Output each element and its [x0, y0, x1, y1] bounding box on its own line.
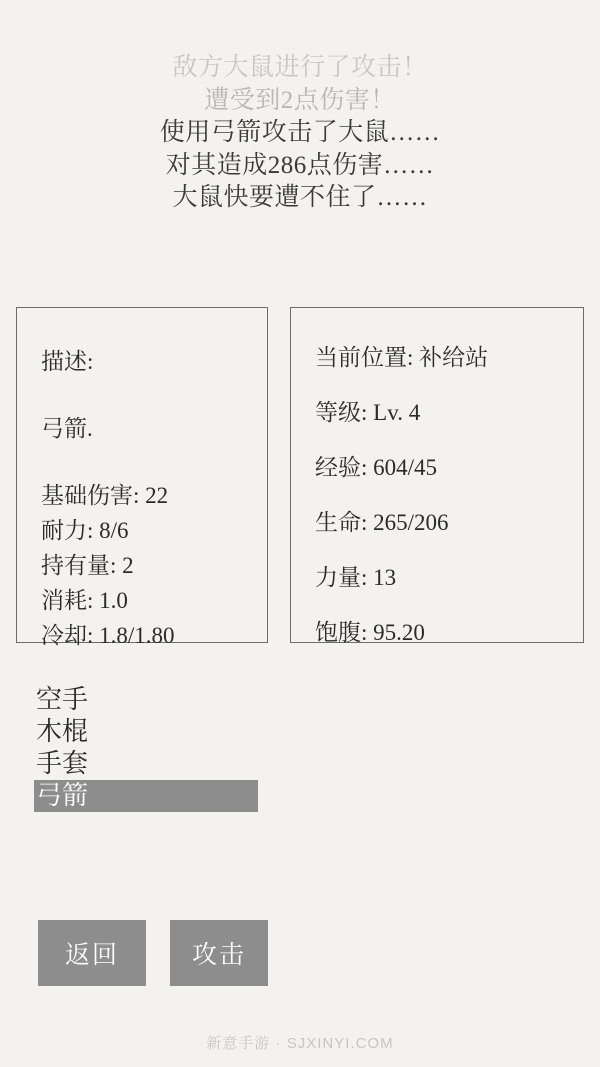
log-line: 遭受到2点伤害！: [204, 86, 396, 114]
action-buttons: [38, 920, 268, 986]
list-item-selected[interactable]: 弓箭: [34, 780, 258, 812]
info-panels: [0, 307, 600, 648]
list-item[interactable]: 空手: [36, 685, 89, 714]
battle-log: [0, 0, 600, 215]
description-label: 描述:: [41, 349, 94, 374]
status-satiety: 饱腹: 95.20: [315, 620, 425, 645]
status-strength: 力量: 13: [315, 565, 397, 590]
description-value: 弓箭.: [41, 416, 93, 441]
item-stat-quantity: 持有量: 2: [41, 553, 134, 578]
status-health: 生命: 265/206: [315, 510, 449, 535]
player-status-panel: [290, 307, 584, 643]
item-stat-base-damage: 基础伤害: 22: [41, 483, 169, 508]
log-line: 对其造成286点伤害……: [165, 151, 435, 179]
weapon-list: [34, 684, 264, 812]
log-line: 大鼠快要遭不住了……: [172, 184, 428, 211]
list-item[interactable]: 木棍: [36, 717, 89, 746]
back-button[interactable]: 返回: [38, 920, 146, 986]
status-location: 当前位置: 补给站: [315, 345, 489, 370]
item-stat-stamina: 耐力: 8/6: [41, 518, 129, 543]
watermark: 新意手游 · SJXINYI.COM: [206, 1035, 394, 1052]
log-line: 敌方大鼠进行了攻击！: [172, 54, 428, 81]
status-level: 等级: Lv. 4: [315, 400, 421, 425]
attack-button[interactable]: 攻击: [170, 920, 268, 986]
item-stat-consumption: 消耗: 1.0: [41, 588, 128, 613]
item-description-panel: [16, 307, 268, 648]
status-experience: 经验: 604/45: [315, 455, 438, 480]
item-stat-cooldown: 冷却: 1.8/1.80: [41, 623, 175, 648]
log-line: 使用弓箭攻击了大鼠……: [159, 119, 441, 146]
list-item[interactable]: 手套: [36, 749, 89, 778]
